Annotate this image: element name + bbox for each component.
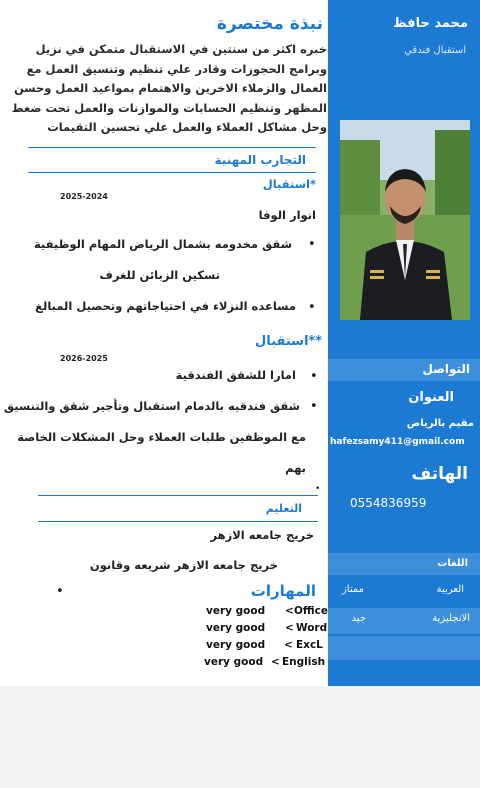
skill-name: English bbox=[282, 656, 326, 668]
education-title: التعليم bbox=[265, 502, 302, 515]
skill-arrow: < bbox=[284, 639, 293, 651]
bullet-dot: • bbox=[308, 237, 316, 252]
languages-title: اللغات bbox=[437, 558, 468, 569]
skill-arrow: < bbox=[285, 622, 294, 634]
language-name: الانجليزية bbox=[432, 613, 470, 624]
skill-level: very good bbox=[204, 656, 264, 668]
summary-line: العمال والزملاء الاخرين والاهتمام بمواعيد العمل وحسن bbox=[13, 81, 327, 96]
summary-line: وبرامج الحجوزات وقادر علي تنظيم وتنسيق العمل مع bbox=[26, 61, 327, 76]
divider bbox=[38, 521, 318, 522]
address-value: مقيم بالرياض bbox=[406, 418, 474, 429]
job-duty: بهم bbox=[285, 461, 306, 475]
job-company: انوار الوفا bbox=[258, 208, 316, 222]
skill-arrow: < bbox=[285, 605, 294, 617]
education-item: خريج جامعه الازهر شريعه وقانون bbox=[89, 558, 278, 572]
language-name: العربية bbox=[436, 584, 464, 595]
job-role: **استقبال bbox=[255, 334, 322, 349]
profile-photo-image bbox=[340, 120, 470, 320]
divider bbox=[38, 495, 318, 496]
bullet-dot: • bbox=[56, 584, 64, 599]
profile-job-title: استقبال فندقي bbox=[404, 45, 466, 56]
contact-title: التواصل bbox=[422, 362, 470, 376]
job-duty: شقق مخدومه بشمال الرياض المهام الوظيفية bbox=[33, 237, 292, 251]
divider bbox=[28, 147, 316, 148]
skill-level: very good bbox=[206, 605, 266, 617]
job-role: *استقبال bbox=[262, 177, 316, 191]
skill-name: Word bbox=[296, 622, 328, 634]
phone-value[interactable]: 0554836959 bbox=[350, 496, 427, 510]
skills-title: المهارات bbox=[250, 582, 316, 600]
job-duty: تسكين الزبائن للغرف bbox=[99, 268, 220, 282]
skill-level: very good bbox=[206, 622, 266, 634]
language-level: ممتاز bbox=[341, 584, 364, 595]
bullet-dot: • bbox=[310, 399, 318, 414]
sidebar-bottom-band bbox=[328, 636, 480, 660]
summary-title: نبذة مختصرة bbox=[216, 14, 323, 34]
bullet-dot: • bbox=[315, 484, 321, 494]
education-item: خريج جامعه الازهر bbox=[210, 528, 314, 542]
profile-photo bbox=[340, 120, 470, 320]
job-duty: امارا للشقق الفندقية bbox=[175, 368, 296, 382]
job-duty: مع الموظفين طلبات العملاء وحل المشكلات الخاصة bbox=[17, 430, 306, 444]
skill-arrow: < bbox=[271, 656, 280, 668]
bullet-dot: • bbox=[308, 300, 316, 315]
job-date: 2026-2025 bbox=[60, 354, 108, 363]
profile-name: محمد حافظ bbox=[393, 16, 468, 31]
divider bbox=[28, 172, 316, 173]
job-date: 2025-2024 bbox=[60, 192, 108, 201]
address-label: العنوان bbox=[408, 390, 454, 405]
skill-name: ExcL bbox=[296, 639, 323, 651]
experience-title: التجارب المهنية bbox=[214, 153, 306, 167]
summary-line: خبره اكثر من سنتين في الاستقبال متمكن في نزيل bbox=[35, 42, 327, 56]
phone-label: الهاتف bbox=[411, 464, 468, 484]
skill-level: very good bbox=[206, 639, 266, 651]
summary-line: المظهر وتنظيم الحسابات والموازنات والعمل تحت ضغط bbox=[11, 100, 327, 115]
job-duty: شقق فندقيه بالدمام استقبال وتأجير شقق والتنسيق bbox=[3, 399, 300, 413]
job-duty: مساعده النزلاء في احتياجاتهم وتحصيل المبالغ bbox=[35, 299, 296, 313]
email-link[interactable]: hafezsamy411@gmail.com bbox=[330, 437, 465, 447]
summary-text bbox=[7, 40, 327, 138]
skill-name: Office bbox=[294, 605, 328, 617]
bullet-dot: • bbox=[310, 369, 318, 384]
language-level: جيد bbox=[351, 613, 366, 624]
summary-line: وحل مشاكل العملاء والعمل علي تحسين التقيمات bbox=[47, 120, 327, 135]
